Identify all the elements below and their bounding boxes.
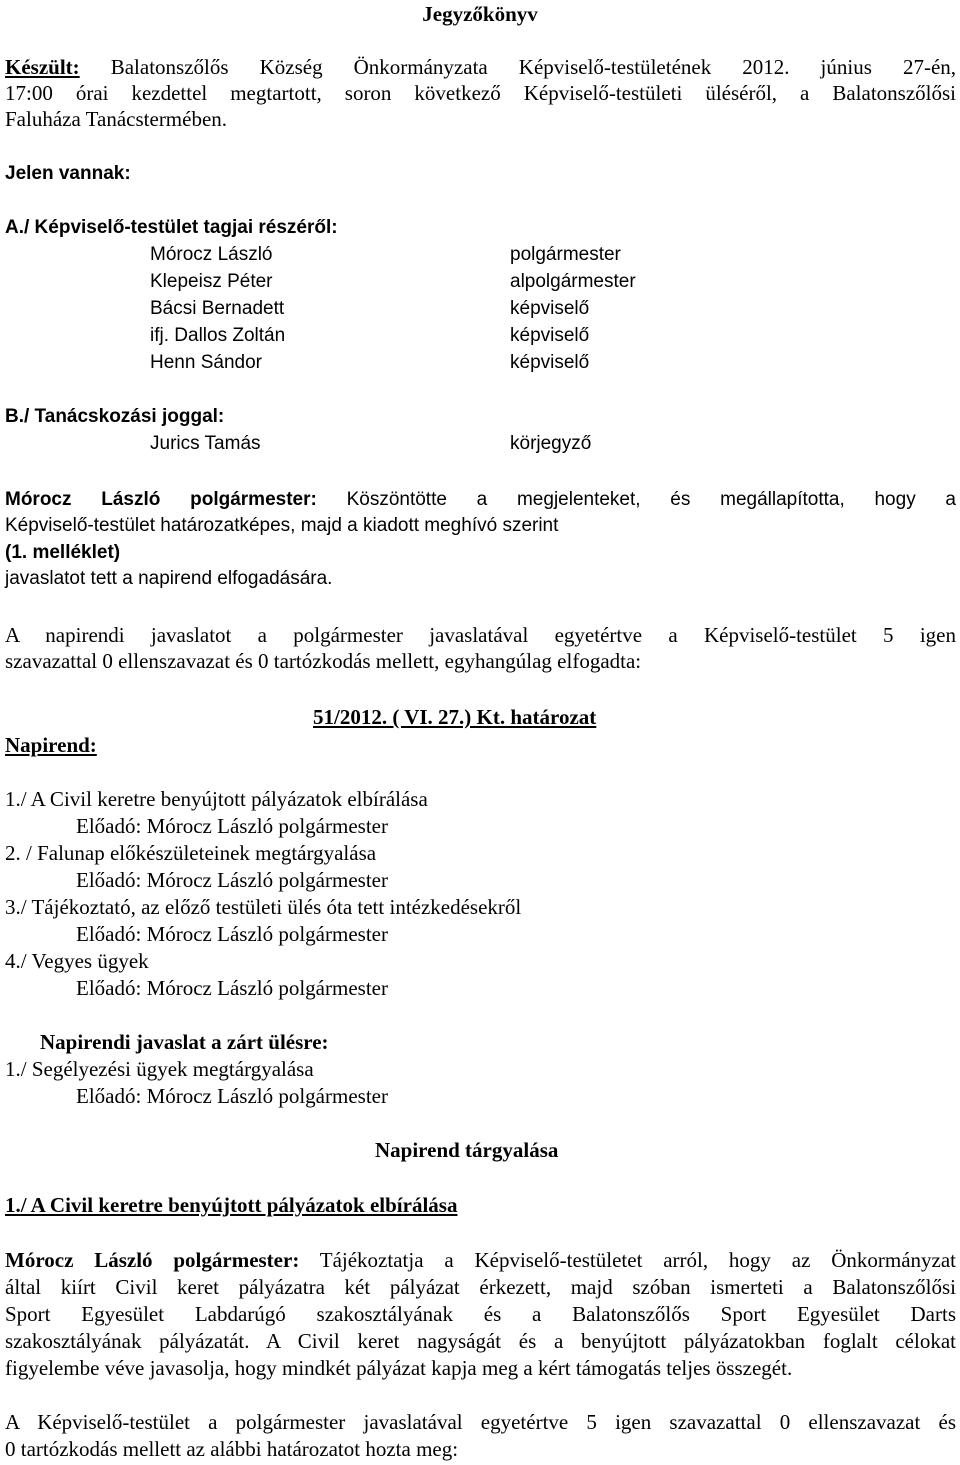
agenda-item: 3./ Tájékoztató, az előző testületi ülés óta tett intézkedésekről [5,895,522,919]
agenda-item: 1./ A Civil keretre benyújtott pályázatok elbírálása [5,787,428,811]
opening-line-2: Képviselő-testület határozatképes, majd a kiadott meghívó szerint [5,515,559,536]
vote2-line-1: A Képviselő-testület a polgármester javaslatával egyetértve 5 igen szavazattal 0 ellenszavazat és [5,1410,956,1434]
member-name: Henn Sándor [150,352,262,373]
discussion-heading: Napirend tárgyalása [375,1138,559,1162]
member-role: képviselő [510,352,590,373]
advisor-role: körjegyző [510,433,592,454]
topic1-line-3: Sport Egyesület Labdarúgó szakosztályának és a Balatonszőlős Sport Egyesület Darts [5,1302,956,1326]
member-name: Klepeisz Péter [150,271,273,292]
member-role: polgármester [510,244,621,265]
topic1-speaker: Mórocz László polgármester: [5,1248,300,1272]
member-role: alpolgármester [510,271,636,292]
agenda-presenter: Előadó: Mórocz László polgármester [76,922,388,946]
agenda-heading: Napirend: [5,733,97,757]
opening-speaker: Mórocz László polgármester: [5,489,317,510]
intro-line-3: Faluháza Tanácstermében. [5,107,228,131]
agenda-item: 4./ Vegyes ügyek [5,949,149,973]
topic1-heading: 1./ A Civil keretre benyújtott pályázatok elbírálása [5,1193,458,1217]
vote1-line-2: szavazattal 0 ellenszavazat és 0 tartózkodás mellett, egyhangúlag elfogadta: [5,649,642,673]
opening-line-1: Mórocz László polgármester: Köszöntötte a megjelenteket, és megállapította, hogy a [5,489,957,510]
member-name: ifj. Dallos Zoltán [150,325,286,346]
vote2-line-2: 0 tartózkodás mellett az alábbi határozatot hozta meg: [5,1437,459,1461]
topic1-line-2: által kiírt Civil keret pályázatra két pályázat érkezett, majd szóban ismerteti a Balatonszőlősi [5,1275,956,1299]
intro-label: Készült: [5,55,80,79]
section-a-heading: A./ Képviselő-testület tagjai részéről: [5,217,338,238]
agenda-item: 2. / Falunap előkészületeinek megtárgyalása [5,841,377,865]
agenda-presenter: Előadó: Mórocz László polgármester [76,868,388,892]
member-role: képviselő [510,298,590,319]
advisor-name: Jurics Tamás [150,433,261,454]
document-title: Jegyzőkönyv [422,2,538,26]
topic1-line-5: figyelembe véve javasolja, hogy mindkét pályázat kapja meg a kért támogatás teljes összegét. [5,1356,793,1380]
vote1-line-1: A napirendi javaslatot a polgármester javaslatával egyetértve a Képviselő-testület 5 igen [5,623,956,647]
closed-agenda-presenter: Előadó: Mórocz László polgármester [76,1084,388,1108]
member-name: Bácsi Bernadett [150,298,285,319]
section-b-heading: B./ Tanácskozási joggal: [5,406,225,427]
agenda-presenter: Előadó: Mórocz László polgármester [76,814,388,838]
opening-attachment: (1. melléklet) [5,542,121,563]
present-heading: Jelen vannak: [5,163,131,184]
member-name: Mórocz László [150,244,273,265]
topic1-line-1: Mórocz László polgármester: Tájékoztatja a Képviselő-testületet arról, hogy az Önkormányzat [5,1248,956,1272]
member-role: képviselő [510,325,590,346]
closed-session-heading: Napirendi javaslat a zárt ülésre: [40,1030,329,1054]
agenda-presenter: Előadó: Mórocz László polgármester [76,976,388,1000]
closed-agenda-item: 1./ Segélyezési ügyek megtárgyalása [5,1057,314,1081]
intro-line-1: Készült: Balatonszőlős Község Önkormányzata Képviselő-testületének 2012. június 27-én, [5,55,957,79]
opening-line-4: javaslatot tett a napirend elfogadására. [5,568,333,589]
topic1-line-4: szakosztályának pályázatát. A Civil keret nagyságát és a benyújtott pályázatokban foglalt célokat [5,1329,956,1353]
resolution-number: 51/2012. ( VI. 27.) Kt. határozat [313,705,597,729]
intro-line-2: 17:00 órai kezdettel megtartott, soron következő Képviselő-testületi üléséről, a Balatonszőlősi [5,81,956,105]
